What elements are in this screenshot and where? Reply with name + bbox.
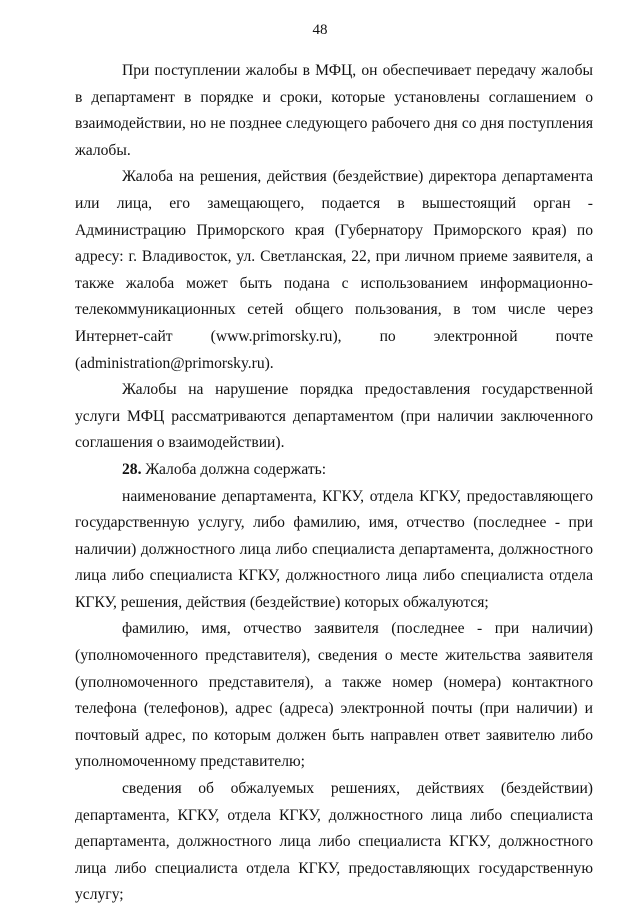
clause-text: Жалоба должна содержать:: [145, 460, 327, 478]
clause-number: 28.: [122, 460, 142, 478]
paragraph-item-appealed-decisions: сведения об обжалуемых решениях, действиях (бездействии) департамента, КГКУ, отдела КГКУ, должностного лица либо специалиста департамента, должностного лица либо специалиста КГКУ, должностного лица либо специалиста отдела КГКУ, предоставляющих государственную услугу;: [75, 780, 593, 904]
page-number: 48: [312, 22, 328, 38]
document-body: [75, 58, 593, 909]
paragraph-complaint-to-administration: Жалоба на решения, действия (бездействие) директора департамента или лица, его замещающего, подается в вышестоящий орган - Администрацию Приморского края (Губернатору Приморского края) по адресу: г. Владивосток, ул. Светланская, 22, при личном приеме заявителя, а также жалоба может быть подана с использованием информационно-телекоммуникационных сетей общего пользования, в том числе через Интернет-сайт (www.primorsky.ru), по электронной почте (administration@primorsky.ru).: [75, 168, 593, 372]
paragraph-item-department-name: наименование департамента, КГКУ, отдела КГКУ, предоставляющего государственную услугу, либо фамилию, имя, отчество (последнее - при наличии) должностного лица либо специалиста департамента, должностного лица либо специалиста КГКУ, должностного лица либо специалиста отдела КГКУ, решения, действия (бездействие) которых обжалуются;: [75, 487, 593, 611]
paragraph-mfc-complaint-transfer: При поступлении жалобы в МФЦ, он обеспечивает передачу жалобы в департамент в порядке и сроки, которые установлены соглашением о взаимодействии, но не позднее следующего рабочего дня со дня поступления жалобы.: [75, 62, 593, 159]
paragraph-item-applicant-details: фамилию, имя, отчество заявителя (последнее - при наличии) (уполномоченного представителя), сведения о месте жительства заявителя (уполномоченного представителя), а также номер (номера) контактного телефона (телефонов), адрес (адреса) электронной почты (при наличии) и почтовый адрес, по которым должен быть направлен ответ заявителю либо уполномоченному представителю;: [75, 620, 593, 771]
paragraph-complaint-contents: [75, 457, 593, 484]
paragraph-mfc-violations: Жалобы на нарушение порядка предоставления государственной услуги МФЦ рассматриваются департаментом (при наличии заключенного соглашения о взаимодействии).: [75, 381, 593, 452]
